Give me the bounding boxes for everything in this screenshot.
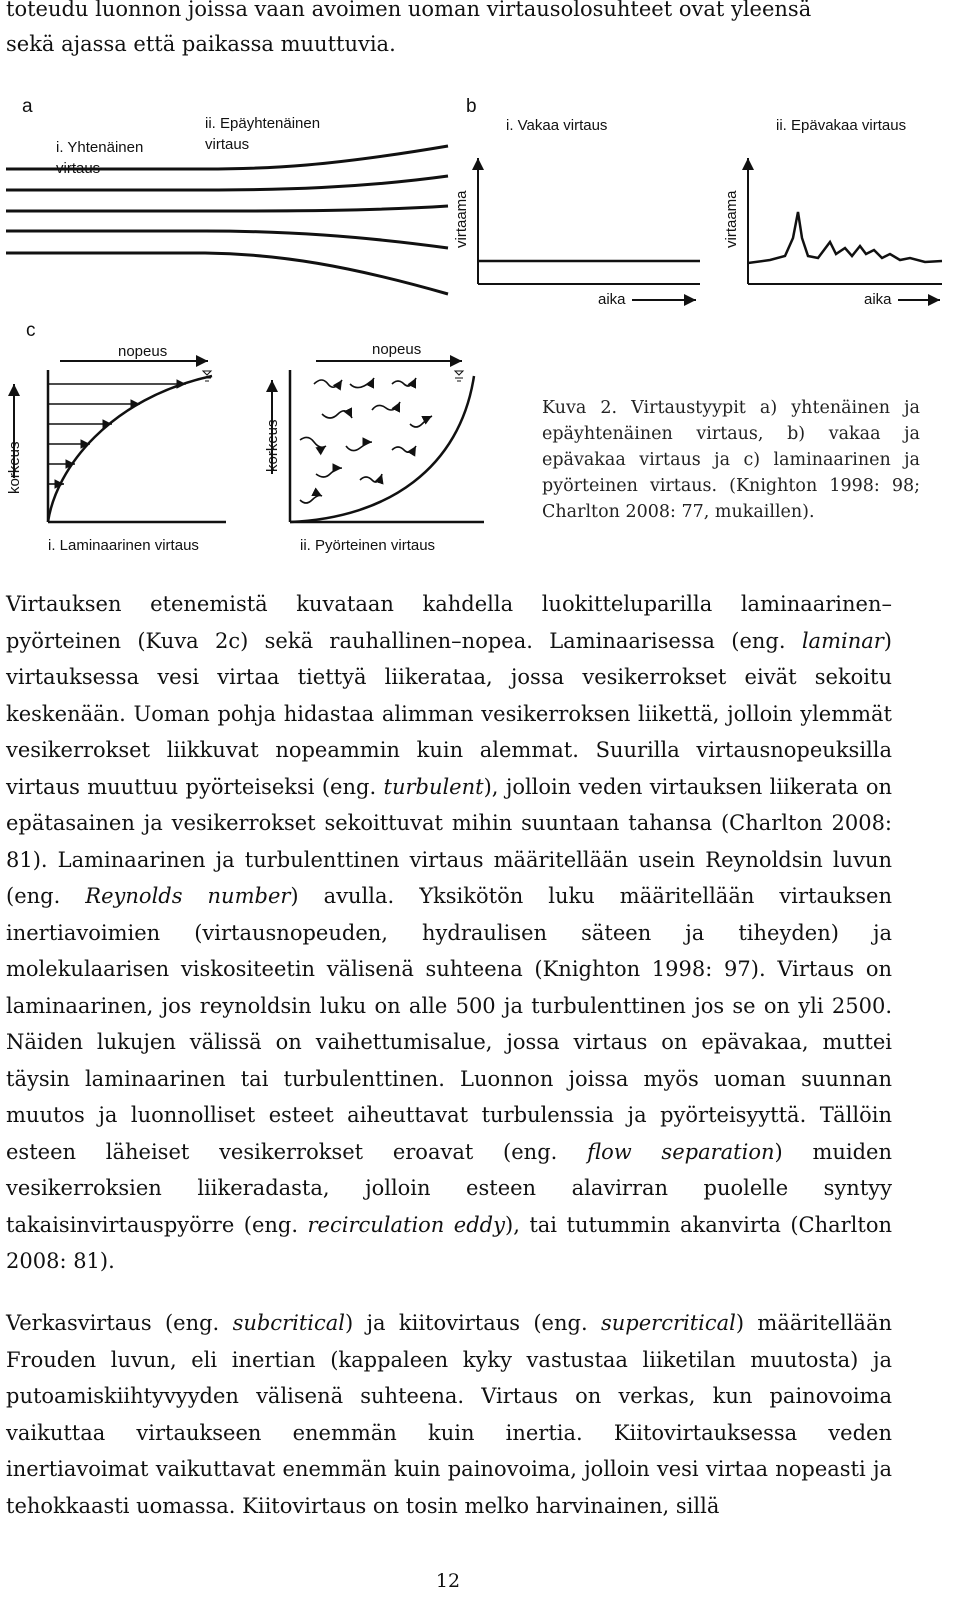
velocity-profile-curve xyxy=(290,376,474,522)
unsteady-flow-plot xyxy=(723,158,942,308)
panel-b-label-i: i. Vakaa virtaus xyxy=(506,117,608,134)
intro-text xyxy=(6,0,892,62)
laminar-label: i. Laminaarinen virtaus xyxy=(48,537,199,554)
intro-line-2: sekä ajassa että paikassa muuttuvia. xyxy=(6,32,396,56)
text-run: ), jolloin veden virtauksen liikerata on epätasainen ja vesikerrokset sekoittuvat mihin suuntaan tahansa (Charlton 2008: 81). Laminaarinen ja turbulenttinen virtaus määritellään usein Reynoldsin luvun (eng. xyxy=(6,774,892,908)
streamline xyxy=(6,231,448,248)
laminar-korkeus-label: korkeus xyxy=(6,441,23,494)
unsteady-ylabel: virtaama xyxy=(723,190,740,248)
laminar-profile xyxy=(6,343,226,554)
figure-flow-types xyxy=(0,88,960,568)
turbulent-nopeus-label: nopeus xyxy=(372,341,422,358)
italic-term: laminar xyxy=(801,628,884,653)
panel-a-label-i-2: virtaus xyxy=(56,160,101,177)
unsteady-flow-line xyxy=(748,212,942,263)
text-run: ) määritellään Frouden luvun, eli inertian (kappaleen kyky vastustaa liiketilan muutosta) ja putoamiskiihtyvyyden välisenä suhteena. Virtaus on verkas, kun painovoima vaikuttaa virtaukseen enemmän kuin inertia. Kiitovirtauksessa veden inertiavoimat vaikuttavat enemmän kuin painovoima, jolloin vesi virtaa nopeasti ja tehokkaasti uomassa. Kiitovirtaus on tosin melko harvinainen, sillä xyxy=(6,1311,892,1518)
italic-term: recirculation eddy xyxy=(307,1212,505,1237)
water-surface-icon xyxy=(455,371,463,381)
italic-term: flow separation xyxy=(587,1139,775,1164)
italic-term: subcritical xyxy=(232,1311,345,1335)
italic-term: turbulent xyxy=(383,774,484,799)
panel-a-label-i-1: i. Yhtenäinen xyxy=(56,139,144,156)
streamline xyxy=(6,176,448,190)
steady-ylabel: virtaama xyxy=(453,190,470,248)
streamline xyxy=(6,206,448,211)
paragraph-reynolds xyxy=(6,586,892,1280)
turbulent-profile xyxy=(264,341,484,554)
text-run: ) virtauksessa vesi virtaa tiettyä liikerataa, jossa vesikerrokset eivät sekoitu keskenään. Uoman pohja hidastaa alimman vesikerroksen liikettä, jolloin ylemmät vesikerrokset liikkuvat nopeammin kuin alemmat. Suurilla virtausnopeuksilla virtaus muuttuu pyörteiseksi (eng. xyxy=(6,628,892,799)
text-run: ) avulla. Yksikötön luku määritellään virtauksen inertiavoimien (virtausnopeuden, hydraulisen säteen ja tiheyden) ja molekulaarisen viskositeetin välisenä suhteena (Knighton 1998: 97). Virtaus on laminaarinen, jos reynoldsin luku on alle 500 ja turbulenttinen jos se on yli 2500. Näiden lukujen välissä on vaihettumisalue, jossa virtaus on epävakaa, muttei täysin laminaarinen tai turbulenttinen. Luonnon joissa myös uoman suunnan muutos ja luonnolliset esteet aiheuttavat turbulenssia ja pyörteisyyttä. Tällöin esteen läheiset vesikerrokset eroavat (eng. xyxy=(6,884,892,1164)
turbulent-label: ii. Pyörteinen virtaus xyxy=(300,537,436,554)
steady-xlabel: aika xyxy=(598,291,626,308)
velocity-profile-curve xyxy=(48,376,212,522)
paragraph-froude xyxy=(6,1305,892,1524)
panel-a-label-ii-1: ii. Epäyhtenäinen xyxy=(205,115,321,132)
text-run: ) ja kiitovirtaus (eng. xyxy=(344,1311,601,1335)
turbulent-korkeus-label: korkeus xyxy=(264,419,281,472)
intro-line-1: toteudu luonnon joissa vaan avoimen uoman virtausolosuhteet ovat yleensä xyxy=(6,0,812,21)
panel-a-letter: a xyxy=(22,96,33,117)
unsteady-xlabel: aika xyxy=(864,291,892,308)
panel-b-letter: b xyxy=(466,96,477,117)
figure-caption: Kuva 2. Virtaustyypit a) yhtenäinen ja epäyhtenäinen virtaus, b) vakaa ja epävakaa virtaus ja c) laminaarinen ja pyörteinen virtaus. (Knighton 1998: 98; Charlton 2008: 77, mukaillen). xyxy=(542,398,920,522)
streamlines xyxy=(6,146,448,294)
streamline xyxy=(6,253,448,294)
text-run: Virtauksen etenemistä kuvataan kahdella luokitteluparilla laminaarinen–pyörteinen (Kuva 2c) sekä rauhallinen–nopea. Laminaarisessa (eng. xyxy=(6,592,892,653)
italic-term: Reynolds number xyxy=(85,884,291,908)
panel-b-label-ii: ii. Epävakaa virtaus xyxy=(776,117,907,134)
panel-a-label-ii-2: virtaus xyxy=(205,136,250,153)
text-run: Verkasvirtaus (eng. xyxy=(6,1311,233,1335)
italic-term: supercritical xyxy=(600,1311,736,1335)
steady-flow-plot xyxy=(453,158,700,308)
page-number: 12 xyxy=(435,1570,461,1592)
laminar-nopeus-label: nopeus xyxy=(118,343,168,360)
text-run: ) muiden vesikerroksien liikeradasta, jolloin esteen alavirran puolelle syntyy takaisinvirtauspyörre (eng. xyxy=(6,1139,892,1237)
text-run: ), tai tutummin akanvirta (Charlton 2008: 81). xyxy=(6,1212,892,1273)
panel-c-letter: c xyxy=(26,320,36,341)
